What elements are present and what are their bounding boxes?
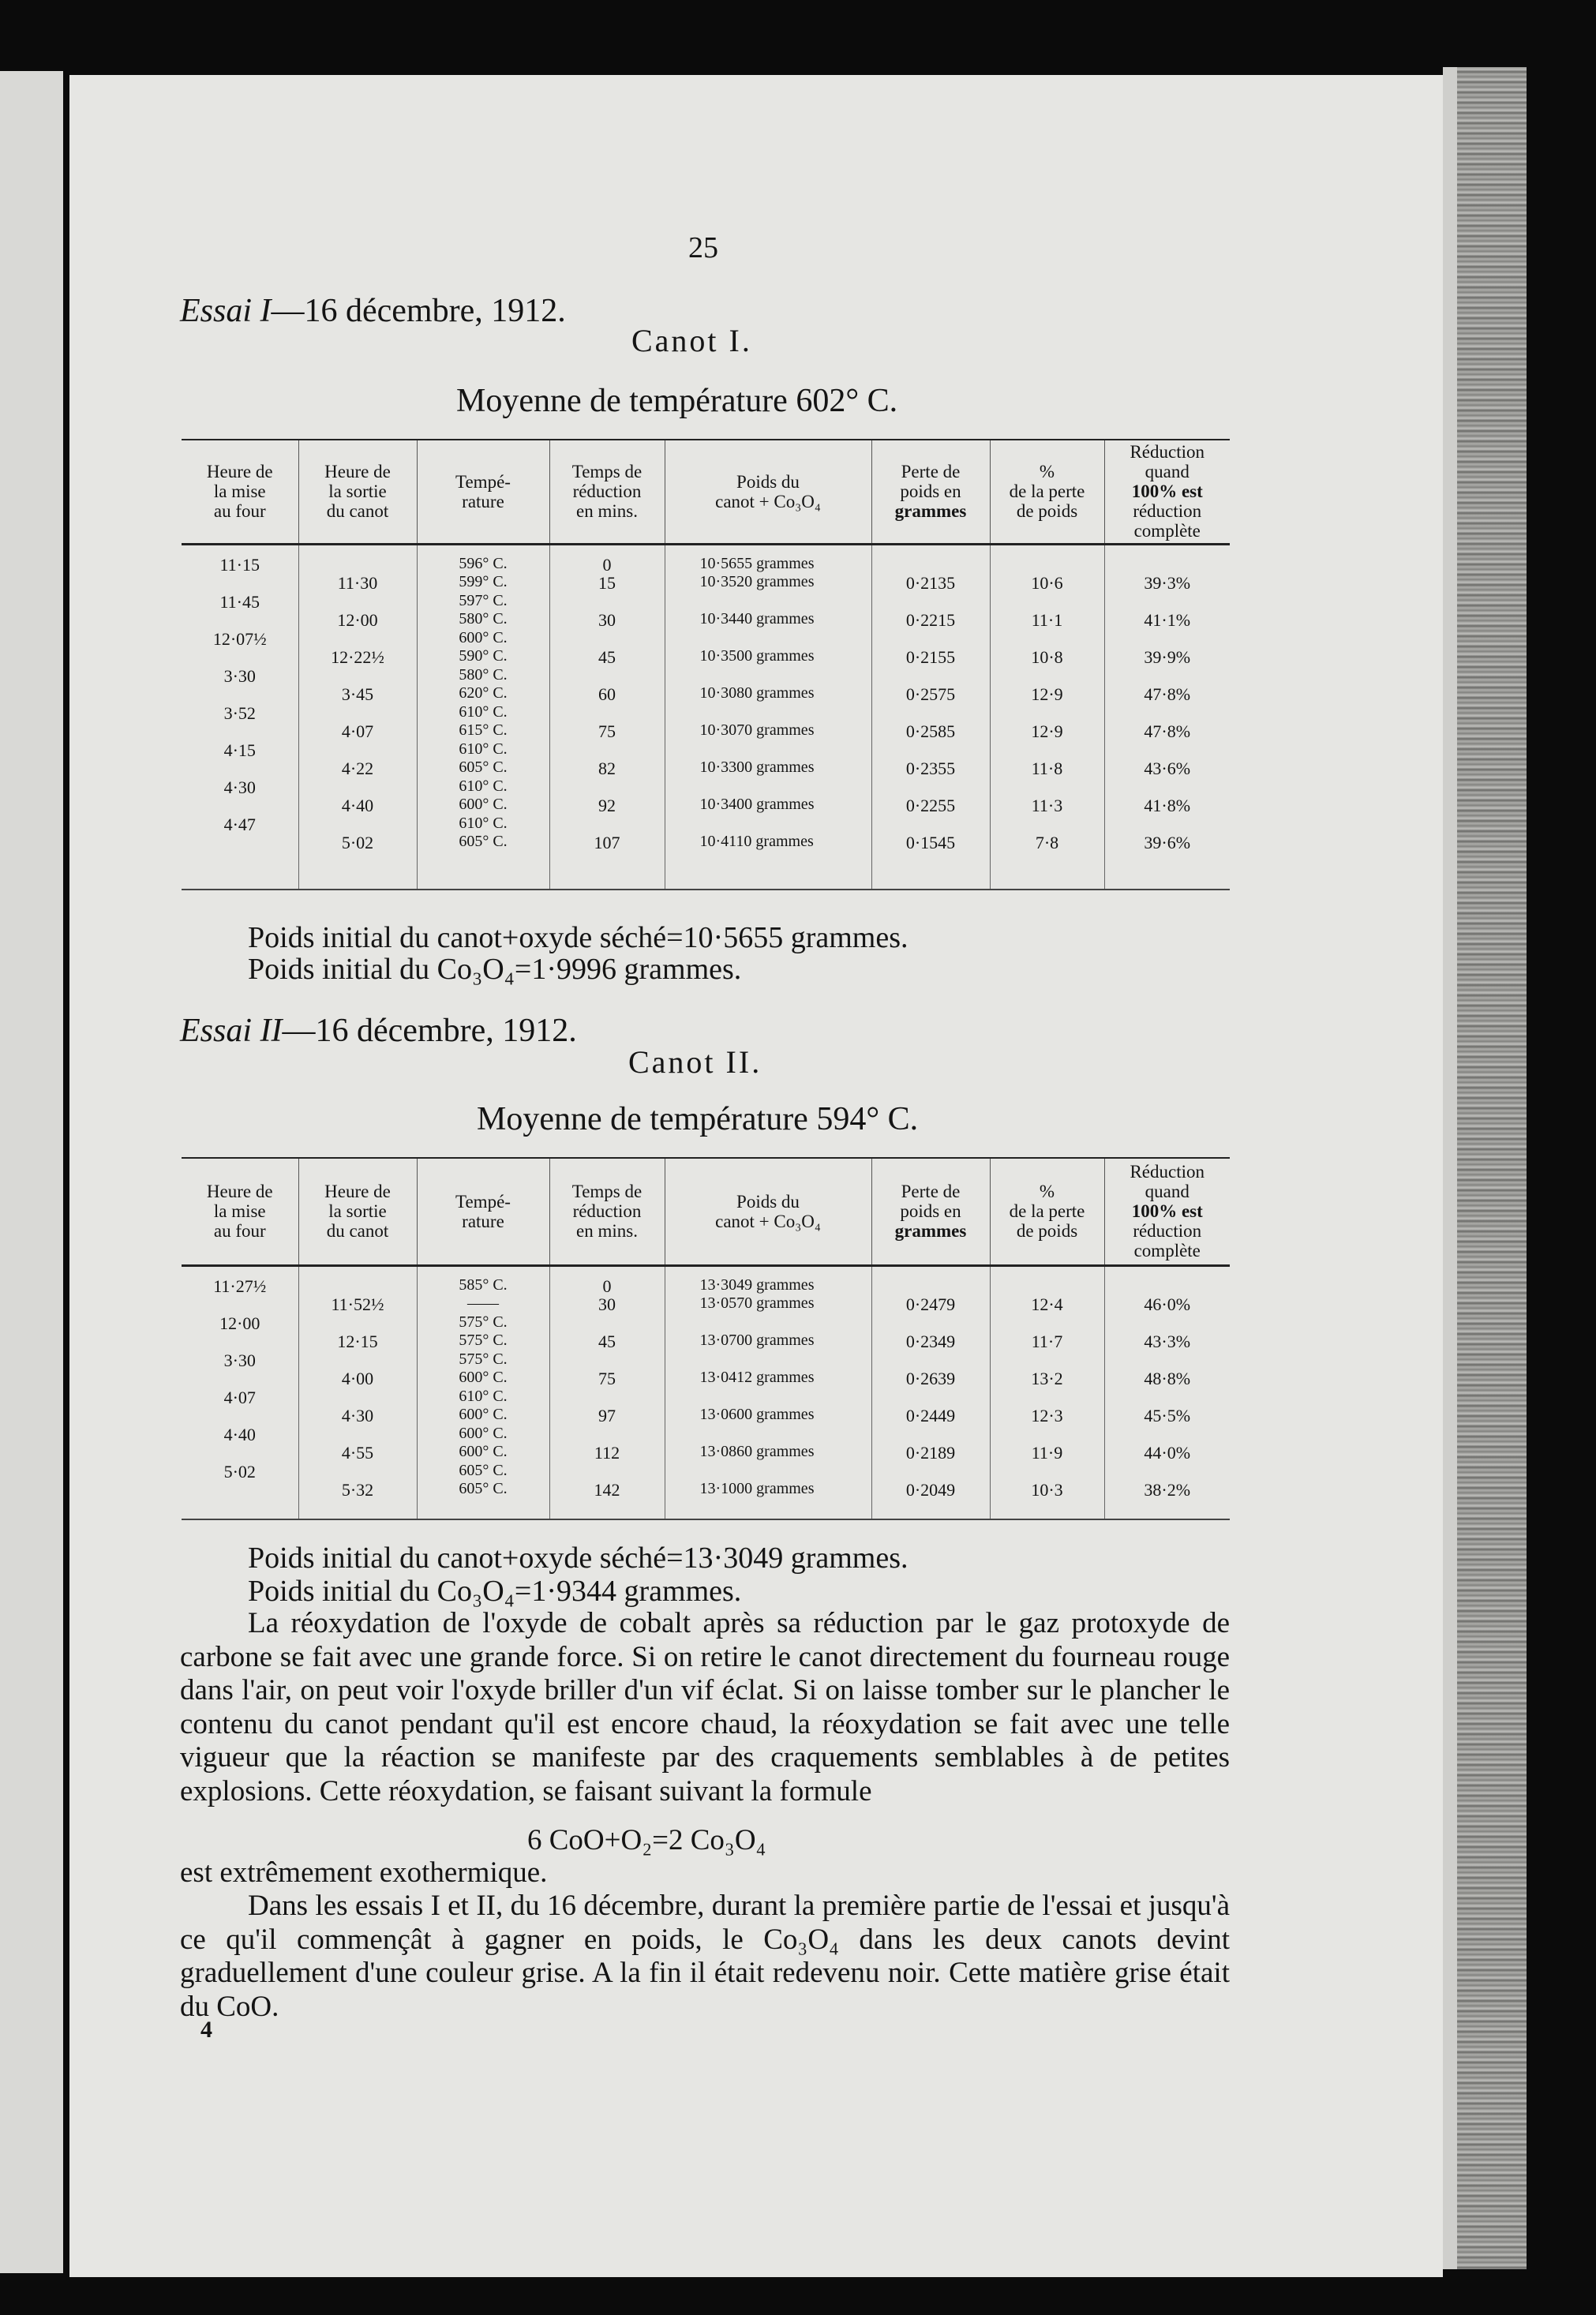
header-line: Heure de	[206, 1182, 273, 1202]
cell-poids: 13·0412 grammes	[699, 1368, 815, 1386]
cell-reduc: 112	[594, 1442, 620, 1463]
header-line: au four	[213, 501, 266, 522]
cell-sortie: 11·52½	[331, 1294, 384, 1314]
cell-reduc: 30	[598, 1294, 616, 1314]
cell-pct: 7·8	[1035, 832, 1059, 852]
cell-temp: 580° C.	[459, 610, 508, 627]
cell-sortie: 12·22½	[331, 646, 384, 667]
cell-mise: 5·02	[223, 1461, 256, 1482]
cell-temp: 585° C.	[459, 1275, 508, 1294]
header-line: Perte de	[901, 1182, 961, 1202]
cell-mise: 4·07	[223, 1387, 256, 1407]
cell-mise: 3·30	[223, 1350, 256, 1370]
cell-poids: 10·3070 grammes	[699, 721, 815, 739]
cell-pct: 13·2	[1031, 1368, 1063, 1388]
header-poids	[665, 1158, 871, 1265]
header-mise	[182, 1158, 298, 1265]
cell-poids: 10·3500 grammes	[699, 646, 815, 665]
header-line: Heure de	[324, 462, 391, 482]
paragraph-essais: Dans les essais I et II, du 16 décembre, durant la première partie de l'essai et jusqu'à ce qu'il commençât à gagner en poids, le Co₃O₄ dans les deux canots devint graduellement d'une couleur grise. A la fin il était redevenu noir. Cette matière grise était du CoO.	[180, 1890, 1230, 2023]
essai-2-summary-2: Poids initial du Co₃O₄=1·9344 grammes.	[248, 1575, 742, 1608]
cell-poids: 10·3440 grammes	[699, 609, 815, 627]
cell-red: 41·8%	[1144, 795, 1191, 815]
header-pourcentage	[990, 1158, 1104, 1265]
cell-poids: 13·0600 grammes	[699, 1405, 815, 1423]
cell-reduc: 82	[598, 758, 616, 778]
cell-temp: 605° C.	[459, 1461, 508, 1479]
header-line: Heure de	[324, 1182, 391, 1202]
header-line: Perte de	[901, 462, 961, 482]
essai-1-summary-1: Poids initial du canot+oxyde séché=10·5655 grammes.	[248, 921, 909, 954]
cell-sortie: 5·32	[341, 1479, 374, 1500]
cell-sortie: 5·02	[341, 832, 374, 852]
cell-reduc: 107	[594, 832, 620, 852]
cell-temp: 597° C.	[459, 591, 508, 609]
header-perte	[871, 440, 990, 544]
header-temps-reduction	[549, 1158, 665, 1265]
cell-pct: 12·4	[1031, 1294, 1063, 1314]
cell-perte: 0·2575	[905, 684, 956, 704]
cell-poids: 13·0700 grammes	[699, 1331, 815, 1349]
adjacent-page-edge	[0, 71, 63, 2273]
header-temps-reduction	[549, 440, 665, 544]
header-line: Temps de	[571, 462, 643, 482]
cell-perte: 0·2135	[905, 572, 956, 593]
cell-poids: 13·0860 grammes	[699, 1442, 815, 1460]
cell-sortie: 12·15	[337, 1331, 378, 1351]
cell-red: 45·5%	[1144, 1405, 1191, 1425]
header-line: complète	[1133, 1241, 1201, 1261]
header-line: complète	[1133, 521, 1201, 541]
header-line: de poids	[1016, 1221, 1078, 1242]
cell-reduc: 45	[598, 1331, 616, 1351]
header-line: réduction	[572, 481, 642, 502]
cell-perte: 0·2215	[905, 609, 956, 630]
cell-pct: 10·6	[1031, 572, 1063, 593]
header-line: Tempé-	[455, 471, 511, 492]
header-line: au four	[213, 1221, 266, 1242]
cell-mise: 11·15	[219, 554, 260, 575]
cell-temp: 580° C.	[459, 665, 508, 684]
cell-temp: 610° C.	[459, 1387, 508, 1405]
cell-red: 43·6%	[1144, 758, 1191, 778]
header-line: de la perte	[1009, 1201, 1085, 1222]
cell-sortie: 4·30	[341, 1405, 374, 1425]
header-line: %	[1039, 462, 1055, 482]
cell-perte: 0·2255	[905, 795, 956, 815]
header-temperature	[417, 1158, 549, 1265]
cell-red: 41·1%	[1144, 609, 1191, 630]
cell-temp: 599° C.	[459, 573, 508, 590]
cell-temp: 610° C.	[459, 777, 508, 795]
cell-perte: 0·2189	[905, 1442, 956, 1463]
cell-mise: 4·15	[223, 740, 256, 760]
cell-temp: 596° C.	[459, 554, 508, 572]
cell-temp: 600° C.	[459, 1424, 508, 1442]
essai-2-summary-1: Poids initial du canot+oxyde séché=13·3049 grammes.	[248, 1541, 909, 1575]
cell-mise: 12·07½	[212, 628, 267, 649]
cell-poids: 10·3080 grammes	[699, 684, 815, 702]
cell-reduc: 75	[598, 721, 616, 741]
cell-sortie: 12·00	[337, 609, 378, 630]
cell-red: 47·8%	[1144, 684, 1191, 704]
cell-temp: 575° C.	[459, 1313, 508, 1331]
moyenne-2: Moyenne de température 594° C.	[477, 1101, 919, 1137]
cell-temp: 605° C.	[459, 833, 508, 850]
header-line: grammes	[894, 1221, 967, 1242]
cell-perte: 0·2349	[905, 1331, 956, 1351]
cell-mise: 4·30	[223, 777, 256, 797]
cell-perte: 0·2155	[905, 646, 956, 667]
header-line: %	[1039, 1182, 1055, 1202]
cell-reduc: 60	[598, 684, 616, 704]
cell-temp: 605° C.	[459, 1480, 508, 1497]
header-reduction	[1104, 1158, 1230, 1265]
header-line: Heure de	[206, 462, 273, 482]
header-line: du canot	[326, 501, 389, 522]
formula-follow: est extrêmement exothermique.	[180, 1856, 548, 1889]
cell-sortie: 4·07	[341, 721, 374, 741]
cell-temp: 575° C.	[459, 1350, 508, 1368]
cell-reduc: 0	[602, 554, 612, 575]
cell-reduc: 45	[598, 646, 616, 667]
cell-perte: 0·2049	[905, 1479, 956, 1500]
header-line: canot + Co₃O₄	[715, 491, 821, 511]
cell-reduc: 97	[598, 1405, 616, 1425]
canot-1-title: Canot I.	[631, 323, 752, 358]
cell-perte: 0·2585	[905, 721, 956, 741]
cell-mise: 12·00	[219, 1313, 260, 1333]
cell-poids: 13·0570 grammes	[699, 1294, 815, 1312]
signature-mark: 4	[200, 2017, 212, 2043]
cell-mise: 3·30	[223, 665, 256, 686]
cell-mise: 11·45	[219, 591, 260, 612]
header-line: poids en	[900, 481, 961, 502]
header-line: canot + Co₃O₄	[715, 1211, 821, 1231]
cell-red: 39·3%	[1144, 572, 1191, 593]
header-poids	[665, 440, 871, 544]
header-line: 100% est	[1131, 481, 1203, 502]
cell-red: 48·8%	[1144, 1368, 1191, 1388]
cell-reduc: 142	[594, 1479, 620, 1500]
header-line: 100% est	[1131, 1201, 1203, 1222]
header-line: du canot	[326, 1221, 389, 1242]
cell-pct: 12·9	[1031, 721, 1063, 741]
cell-perte: 0·2479	[905, 1294, 956, 1314]
cell-red: 38·2%	[1144, 1479, 1191, 1500]
cell-poids: 10·3400 grammes	[699, 795, 815, 813]
cell-pct: 11·3	[1031, 795, 1063, 815]
header-line: quand	[1145, 1182, 1190, 1202]
header-line: réduction	[1133, 1221, 1202, 1242]
cell-pct: 11·1	[1031, 609, 1063, 630]
cell-mise: 4·40	[223, 1424, 256, 1444]
cell-pct: 10·8	[1031, 646, 1063, 667]
cell-pct: 11·7	[1031, 1331, 1063, 1351]
cell-perte: 0·2449	[905, 1405, 956, 1425]
header-pourcentage	[990, 440, 1104, 544]
cell-sortie: 4·55	[341, 1442, 374, 1463]
cell-temp: ——	[467, 1294, 499, 1312]
cell-poids: 10·5655 grammes	[699, 554, 815, 572]
cell-red: 47·8%	[1144, 721, 1191, 741]
header-line: Tempé-	[455, 1191, 511, 1212]
cell-temp: 610° C.	[459, 814, 508, 832]
header-line: la mise	[213, 481, 266, 502]
cell-red: 44·0%	[1144, 1442, 1191, 1463]
cell-temp: 590° C.	[459, 647, 508, 665]
header-line: la mise	[213, 1201, 266, 1222]
essai-1-heading: Essai I—16 décembre, 1912.	[180, 293, 566, 329]
cell-temp: 600° C.	[459, 628, 508, 646]
header-line: Poids du	[736, 471, 800, 492]
header-line: réduction	[572, 1201, 642, 1222]
header-line: Réduction	[1130, 1162, 1205, 1182]
header-line: en mins.	[576, 1221, 638, 1242]
cell-poids: 13·1000 grammes	[699, 1479, 815, 1497]
cell-mise: 3·52	[223, 702, 256, 723]
cell-mise: 4·47	[223, 814, 256, 834]
cell-poids: 13·3049 grammes	[699, 1275, 815, 1294]
essai-1-table	[182, 439, 1230, 890]
cell-temp: 620° C.	[459, 684, 508, 702]
header-line: de poids	[1016, 501, 1078, 522]
cell-pct: 12·3	[1031, 1405, 1063, 1425]
header-line: quand	[1145, 462, 1190, 482]
essai-1-summary-2: Poids initial du Co₃O₄=1·9996 grammes.	[248, 953, 742, 986]
cell-reduc: 92	[598, 795, 616, 815]
cell-temp: 610° C.	[459, 740, 508, 758]
header-line: réduction	[1133, 501, 1202, 522]
header-reduction	[1104, 440, 1230, 544]
header-perte	[871, 1158, 990, 1265]
cell-pct: 11·8	[1031, 758, 1063, 778]
cell-red: 39·9%	[1144, 646, 1191, 667]
cell-perte: 0·2639	[905, 1368, 956, 1388]
cell-temp: 600° C.	[459, 1406, 508, 1423]
header-line: poids en	[900, 1201, 961, 1222]
cell-reduc: 75	[598, 1368, 616, 1388]
cell-sortie: 3·45	[341, 684, 374, 704]
paragraph-reoxydation: La réoxydation de l'oxyde de cobalt après sa réduction par le gaz protoxyde de carbone se fait avec une grande force. Si on retire le canot directement du fourneau rouge dans l'air, on peut voir l'oxyde briller d'un vif éclat. Si on laisse tomber sur le plancher le contenu du canot pendant qu'il est encore chaud, la réoxydation se fait avec une telle vigueur que la réaction se manifeste par des craquements semblables à de petites explosions. Cette réoxydation, se faisant suivant la formule	[180, 1607, 1230, 1807]
header-line: rature	[462, 1211, 504, 1231]
cell-red: 39·6%	[1144, 832, 1191, 852]
cell-temp: 600° C.	[459, 796, 508, 813]
essai-2-heading: Essai II—16 décembre, 1912.	[180, 1013, 577, 1049]
cell-mise: 11·27½	[213, 1275, 267, 1296]
header-line: en mins.	[576, 501, 638, 522]
cell-perte: 0·1545	[905, 832, 956, 852]
cell-reduc: 15	[598, 572, 616, 593]
moyenne-1: Moyenne de température 602° C.	[456, 383, 898, 419]
cell-temp: 605° C.	[459, 759, 508, 776]
header-line: grammes	[894, 501, 967, 522]
header-line: rature	[462, 491, 504, 511]
header-mise	[182, 440, 298, 544]
header-line: Temps de	[571, 1182, 643, 1202]
cell-temp: 600° C.	[459, 1443, 508, 1460]
cell-red: 43·3%	[1144, 1331, 1191, 1351]
cell-sortie: 11·30	[337, 572, 378, 593]
cell-sortie: 4·00	[341, 1368, 374, 1388]
cell-red: 46·0%	[1144, 1294, 1191, 1314]
cell-reduc: 0	[602, 1275, 612, 1296]
cell-reduc: 30	[598, 609, 616, 630]
cell-pct: 12·9	[1031, 684, 1063, 704]
cell-temp: 600° C.	[459, 1369, 508, 1386]
formula: 6 CoO+O₂=2 Co₃O₄	[527, 1824, 766, 1856]
cell-temp: 610° C.	[459, 702, 508, 721]
header-sortie	[298, 440, 417, 544]
header-line: la sortie	[328, 1201, 387, 1222]
header-line: Réduction	[1130, 442, 1205, 463]
essai-2-table	[182, 1157, 1230, 1520]
header-line: la sortie	[328, 481, 387, 502]
cell-sortie: 4·40	[341, 795, 374, 815]
cell-sortie: 4·22	[341, 758, 374, 778]
cell-poids: 10·3520 grammes	[699, 572, 815, 590]
cell-pct: 10·3	[1031, 1479, 1063, 1500]
canot-2-title: Canot II.	[628, 1044, 762, 1080]
page-number: 25	[688, 231, 718, 264]
cell-temp: 575° C.	[459, 1332, 508, 1349]
cell-poids: 10·3300 grammes	[699, 758, 815, 776]
header-sortie	[298, 1158, 417, 1265]
cell-temp: 615° C.	[459, 721, 508, 739]
cell-pct: 11·9	[1031, 1442, 1063, 1463]
cell-perte: 0·2355	[905, 758, 956, 778]
header-temperature	[417, 440, 549, 544]
header-line: de la perte	[1009, 481, 1085, 502]
cell-poids: 10·4110 grammes	[699, 832, 814, 850]
header-line: Poids du	[736, 1191, 800, 1212]
